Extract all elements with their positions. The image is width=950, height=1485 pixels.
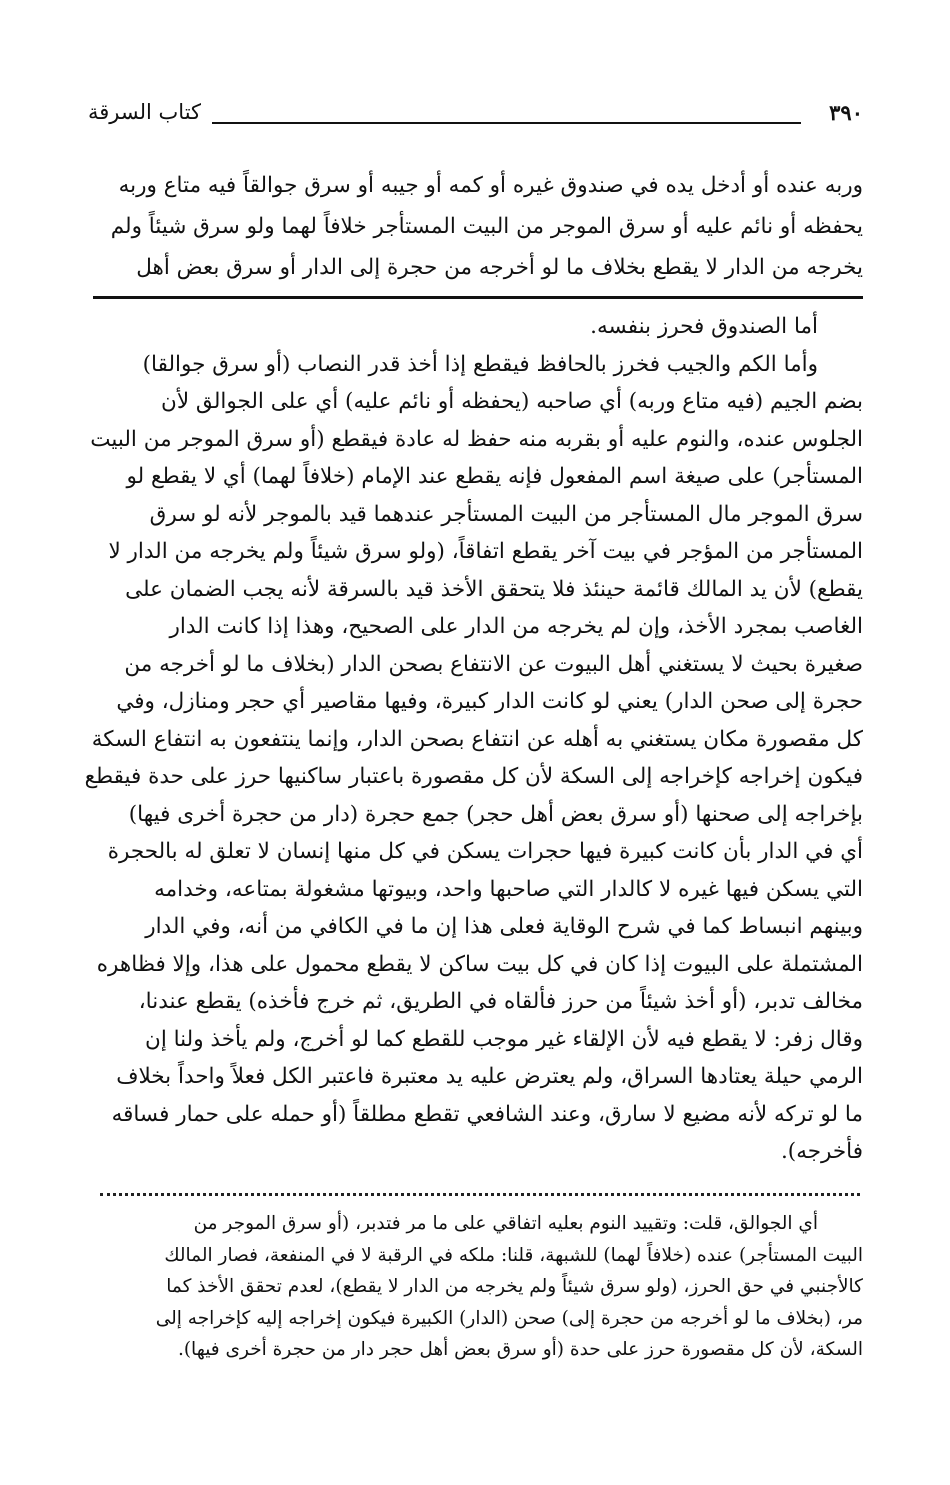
matn-line: يخرجه من الدار لا يقطع بخلاف ما لو أخرجه من حجرة إلى الدار أو سرق بعض أهل <box>136 255 863 280</box>
sharh-line: المستأجر من المؤجر في بيت آخر يقطع اتفاقاً، (ولو سرق شيئاً ولم يخرجه من الدار لا <box>108 539 863 564</box>
sharh-line: أي في الدار بأن كانت كبيرة فيها حجرات يسكن في كل منها إنسان لا تعلق له بالحجرة <box>107 839 863 864</box>
sharh-line: بإخراجه إلى صحنها (أو سرق بعض أهل حجر) جمع حجرة (دار من حجرة أخرى فيها) <box>128 801 863 827</box>
hashiya-line: السكة، لأن كل مقصورة حرز على حدة (أو سرق بعض أهل حجر دار من حجرة أخرى فيها). <box>177 1339 863 1360</box>
sharh-line: الرمي حيلة يعتادها السراق، ولم يعترض عليه يد معتبرة فاعتبر الكل فعلاً واحداً بخلاف <box>116 1064 863 1089</box>
sharh-line: سرق الموجر مال المستأجر من البيت المستأجر عندهما قيد بالموجر لأنه لو سرق <box>149 501 863 527</box>
book-title: كتاب السرقة <box>88 100 202 124</box>
header-rule <box>212 122 801 124</box>
sharh-line: ما لو تركه لأنه مضيع لا سارق، وعند الشافعي تقطع مطلقاً (أو حمله على حمار فساقه <box>111 1101 863 1127</box>
matn-separator <box>93 296 863 299</box>
sharh-line: الغاصب بمجرد الأخذ، وإن لم يخرجه من الدار على الصحيح، وهذا إذا كانت الدار <box>169 614 863 639</box>
sharh-line: أما الصندوق فحرز بنفسه. <box>590 314 818 339</box>
sharh-line: فأخرجه). <box>780 1139 863 1164</box>
sharh-line: وأما الكم والجيب فخرز بالحافظ فيقطع إذا أخذ قدر النصاب (أو سرق جوالقا) <box>142 351 818 377</box>
sharh-line: فيكون إخراجه كإخراجه إلى السكة لأن كل مقصورة باعتبار ساكنيها حرز على حدة فيقطع <box>84 764 863 789</box>
sharh-line: كل مقصورة مكان يستغني به أهله عن انتفاع بصحن الدار، وإنما ينتفعون به انتفاع السكة <box>91 726 863 752</box>
dotted-separator <box>100 1193 860 1196</box>
sharh-line: التي يسكن فيها غيره لا كالدار التي صاحبها واحد، وبيوتها مشغولة بمتاعه، وخدامه <box>154 876 863 902</box>
sharh-line: الجلوس عنده، والنوم عليه أو بقربه منه حفظ له عادة فيقطع (أو سرق الموجر من البيت <box>90 426 863 452</box>
matn-line: وربه عنده أو أدخل يده في صندوق غيره أو كمه أو جيبه أو سرق جوالقاً فيه متاع وربه <box>118 173 863 198</box>
hashiya-line: مر، (بخلاف ما لو أخرجه من حجرة إلى) صحن (الدار) الكبيرة فيكون إخراجه إليه كإخراجه إلى <box>155 1307 863 1329</box>
sharh-line: بضم الجيم (فيه متاع وربه) أي صاحبه (يحفظه أو نائم عليه) أي على الجوالق لأن <box>161 389 863 414</box>
sharh-line: المشتملة على البيوت إذا كان في كل بيت ساكن لا يقطع محمول على هذا، وإلا فظاهره <box>96 951 863 977</box>
hashiya-line: أي الجوالق، قلت: وتقييد النوم بعليه اتفاقي على ما مر فتدبر، (أو سرق الموجر من <box>193 1213 818 1234</box>
sharh-line: المستأجر) على صيغة اسم المفعول فإنه يقطع عند الإمام (خلافاً لهما) أي لا يقطع لو <box>126 464 863 489</box>
sharh-line: صغيرة بحيث لا يستغني أهل البيوت عن الانتفاع بصحن الدار (بخلاف ما لو أخرجه من <box>124 651 863 677</box>
sharh-text <box>82 308 863 1171</box>
hashiya-footnote <box>82 1208 863 1366</box>
sharh-line: يقطع) لأن يد المالك قائمة حينئذ فلا يتحقق الأخذ قيد بالسرقة لأنه يجب الضمان على <box>125 576 863 602</box>
hashiya-line: كالأجنبي في حق الحرز، (ولو سرق شيئاً ولم يخرجه من الدار لا يقطع)، لعدم تحقق الأخذ كما <box>166 1276 863 1297</box>
hashiya-line: البيت المستأجر) عنده (خلافاً لهما) للشبهة، قلنا: ملكه في الرقبة لا في المنفعة، فصار المالك <box>164 1244 863 1266</box>
running-header <box>88 100 863 140</box>
matn-text <box>88 165 863 288</box>
sharh-line: وقال زفر: لا يقطع فيه لأن الإلقاء غير موجب للقطع كما لو أخرج، ولم يأخذ ولنا إن <box>145 1026 863 1052</box>
page-number: ٣٩٠ <box>829 100 863 125</box>
sharh-line: وبينهم انبساط كما في شرح الوقاية فعلى هذا إن ما في الكافي من أنه، وفي الدار <box>145 914 863 939</box>
sharh-line: مخالف تدبر، (أو أخذ شيئاً من حرز فألقاه في الطريق، ثم خرج فأخذه) يقطع عندنا، <box>138 989 863 1014</box>
sharh-line: حجرة إلى صحن الدار) يعني لو كانت الدار كبيرة، وفيها مقاصير أي حجر ومنازل، وفي <box>116 689 863 714</box>
matn-line: يحفظه أو نائم عليه أو سرق الموجر من البيت المستأجر خلافاً لهما ولو سرق شيئاً ولم <box>110 214 863 239</box>
